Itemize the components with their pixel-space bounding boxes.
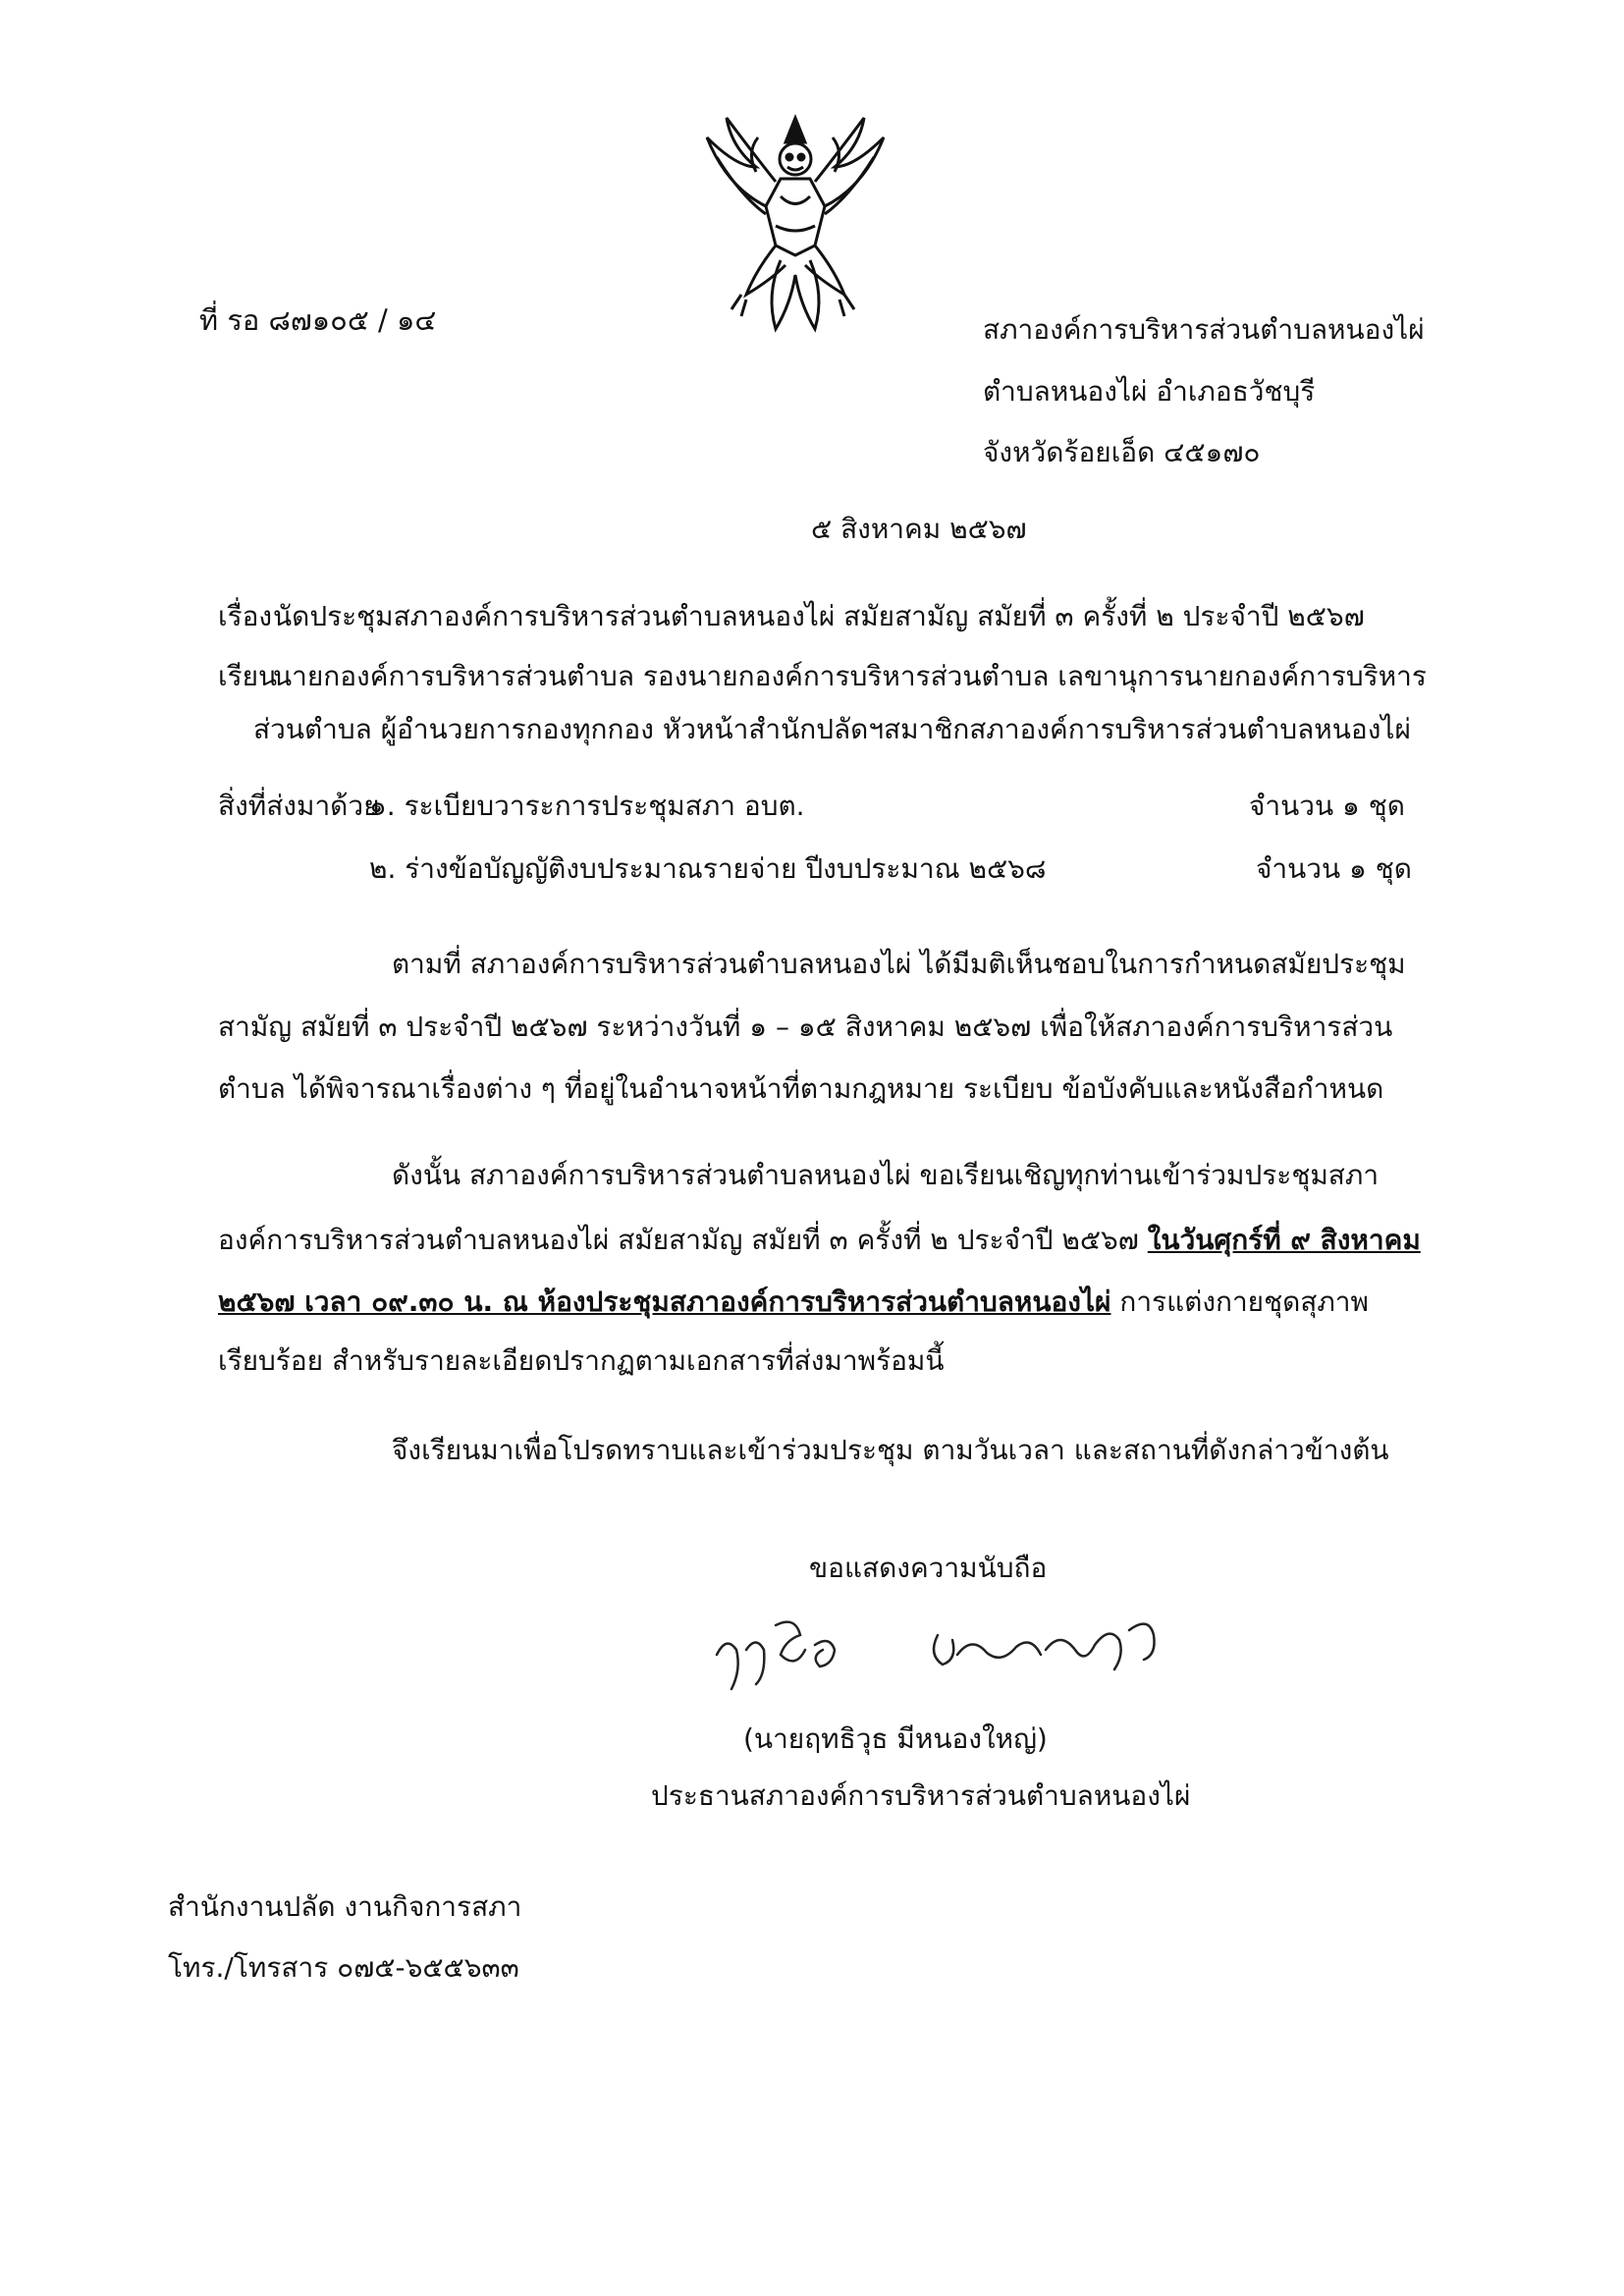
paragraph-2-line	[218, 1285, 1369, 1318]
enclosure-item-text: ๑. ระเบียบวาระการประชุมสภา อบต.	[369, 790, 805, 822]
subject-text: นัดประชุมสภาองค์การบริหารส่วนตำบลหนองไผ่ สมัยสามัญ สมัยที่ ๓ ครั้งที่ ๒ ประจำปี ๒๕๖๗	[273, 600, 1365, 632]
closing-salutation: ขอแสดงความนับถือ	[809, 1552, 1048, 1584]
garuda-emblem-icon	[687, 98, 903, 344]
paragraph-2-line	[218, 1224, 1421, 1256]
paragraph-2-line: เรียบร้อย สำหรับรายละเอียดปรากฏตามเอกสารที่ส่งมาพร้อมนี้	[218, 1344, 945, 1377]
to-line-2: ส่วนตำบล ผู้อำนวยการกองทุกกอง หัวหน้าสำนักปลัดฯสมาชิกสภาองค์การบริหารส่วนตำบลหนองไผ่	[253, 713, 1411, 745]
org-subdistrict: ตำบลหนองไผ่ อำเภอธวัชบุรี	[983, 375, 1316, 408]
enclosure-item-qty: จำนวน ๑ ชุด	[1249, 790, 1405, 822]
footer-telephone: โทร./โทรสาร ๐๗๕-๖๕๕๖๓๓	[168, 1951, 519, 1984]
enclosure-item-qty: จำนวน ๑ ชุด	[1256, 852, 1412, 885]
paragraph-1-line: ตำบล ได้พิจารณาเรื่องต่าง ๆ ที่อยู่ในอำนาจหน้าที่ตามกฎหมาย ระเบียบ ข้อบังคับและหนังสือกำหนด	[218, 1072, 1384, 1105]
handwritten-signature	[707, 1596, 1168, 1714]
paragraph-1-line: สามัญ สมัยที่ ๓ ประจำปี ๒๕๖๗ ระหว่างวันที่ ๑ – ๑๕ สิงหาคม ๒๕๖๗ เพื่อให้สภาองค์การบริหารส่วน	[218, 1011, 1393, 1043]
subject-label: เรื่อง	[218, 600, 273, 632]
signer-name: (นายฤทธิวุธ มีหนองใหญ่)	[743, 1722, 1048, 1755]
paragraph-2-plain: องค์การบริหารส่วนตำบลหนองไผ่ สมัยสามัญ สมัยที่ ๓ ครั้งที่ ๒ ประจำปี ๒๕๖๗	[218, 1224, 1148, 1256]
to-label: เรียน	[218, 660, 278, 692]
paragraph-3: จึงเรียนมาเพื่อโปรดทราบและเข้าร่วมประชุม ตามวันเวลา และสถานที่ดังกล่าวข้างต้น	[392, 1434, 1389, 1466]
org-name: สภาองค์การบริหารส่วนตำบลหนองไผ่	[983, 313, 1425, 346]
paragraph-2-line: ดังนั้น สภาองค์การบริหารส่วนตำบลหนองไผ่ ขอเรียนเชิญทุกท่านเข้าร่วมประชุมสภา	[392, 1159, 1380, 1191]
signer-position: ประธานสภาองค์การบริหารส่วนตำบลหนองไผ่	[651, 1779, 1191, 1812]
paragraph-2-plain: การแต่งกายชุดสุภาพ	[1110, 1285, 1369, 1318]
meeting-time-place-highlight: ๒๕๖๗ เวลา ๐๙.๓๐ น. ณ ห้องประชุมสภาองค์การบริหารส่วนตำบลหนองไผ่	[218, 1285, 1111, 1318]
enclosures-label: สิ่งที่ส่งมาด้วย	[218, 790, 380, 822]
meeting-date-highlight: ในวันศุกร์ที่ ๙ สิงหาคม	[1147, 1224, 1421, 1256]
footer-office: สำนักงานปลัด งานกิจการสภา	[168, 1890, 522, 1923]
to-line-1: นายกองค์การบริหารส่วนตำบล รองนายกองค์การบริหารส่วนตำบล เลขานุการนายกองค์การบริหาร	[273, 660, 1427, 692]
reference-number: ที่ รอ ๘๗๑๐๕ / ๑๔	[199, 303, 437, 337]
enclosure-item-text: ๒. ร่างข้อบัญญัติงบประมาณรายจ่าย ปีงบประมาณ ๒๕๖๘	[369, 852, 1047, 885]
paragraph-1-line: ตามที่ สภาองค์การบริหารส่วนตำบลหนองไผ่ ได้มีมติเห็นชอบในการกำหนดสมัยประชุม	[392, 948, 1406, 980]
letter-date: ๕ สิงหาคม ๒๕๖๗	[811, 513, 1027, 545]
org-province: จังหวัดร้อยเอ็ด ๔๕๑๗๐	[983, 436, 1261, 468]
